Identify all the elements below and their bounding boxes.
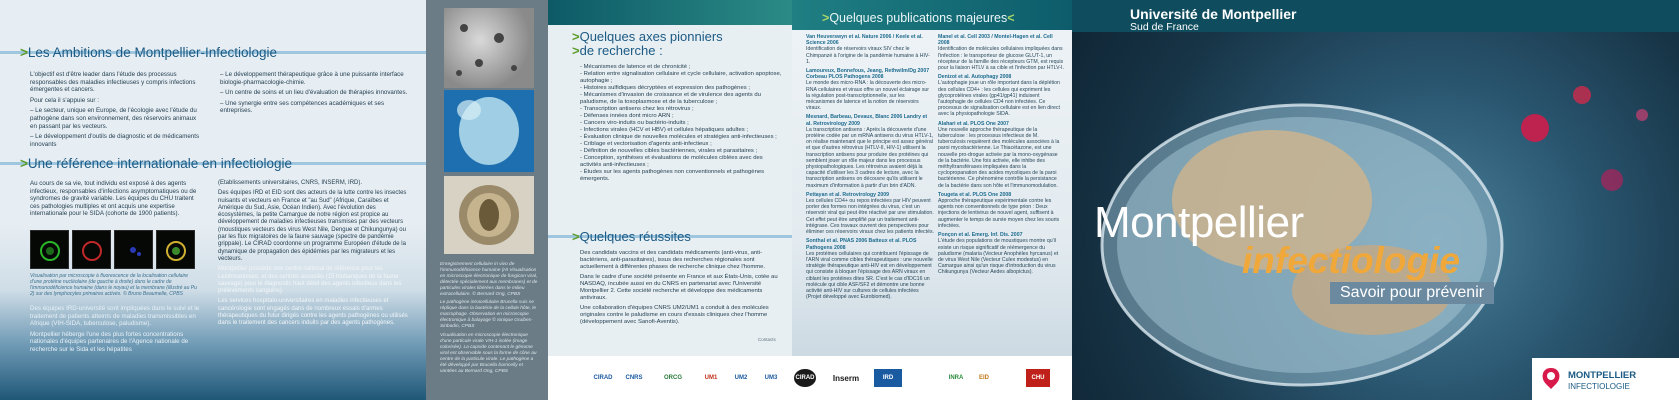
microscopy-image-1 bbox=[30, 230, 69, 269]
list-item: Mesnard, Barbeau, Devaux, Blanc 2006 Landry et al. Retrovirology 2009 La transcription antisens : Après la découverte d'une protéine codée par un mRNA antisens du virus HTLV-1, on réalise maintenant que le principe est assez général et que d'autres rétrovirus (HTLV-II, HIV-1) utilisent la transcription antisens pour produire des protéines qui semblent jouer un rôle majeur dans les processus physiopathologiques. Les rétrovirus avaient déjà la capacité d'utiliser les 3 cadres de lecture, avec la transcription antisens on découvre qu'ils utilisent le maximum d'information à partir d'un brin d'ADN. bbox=[806, 114, 934, 189]
list-item: - Défenses innées dont micro ARN ; bbox=[580, 113, 674, 119]
logo-cirad: CIRAD bbox=[593, 375, 613, 381]
list-item: Tougeta et al. PLOS One 2008 Approche thérapeutique expérimentale contre les agents non conventionnels de type prion : Deux injections de lentivirus de nouvel agent, suffisent à augmenter le temps de survie moyen chez les souris infectées. bbox=[938, 191, 1060, 229]
microscopy-image-2 bbox=[72, 230, 111, 269]
list-item: Ponçon et al. Emerg. Inf. Dis. 2007 L'étude des populations de moustiques montre qu'il existe un risque significatif de réémergence du paludisme (malaria (Vecteur Anophèles hyrcanus) et de virus West Nile (Vecteur Culex modestus) en Camargue ainsi qu'un risque d'introduction du virus Chikungunya (Vecteur Aedes albopictus). bbox=[938, 232, 1059, 276]
panel-ambitions bbox=[0, 0, 426, 400]
reference-heading: >Une référence internationale en infectiologie bbox=[20, 156, 293, 171]
microscopy-caption: Visualisation par microscopie à fluorescence de la localisation cellulaire d'une protéine nucléolaire (de gauche à droite) dans le cadre de l'immunodéficience humaine (dans le noyau) et la membrane (illustré au Pu 2) sur des lymphocytes primaires activés. © Bruno Beaumelle, CPBS bbox=[30, 273, 197, 297]
logo-inserm: Inserm bbox=[832, 373, 860, 383]
publications-heading: >Quelques publications majeures< bbox=[822, 11, 1015, 25]
list-item: - Évaluation clinique de nouvelles molécules et stratégies anti-infectieuses ; bbox=[580, 134, 777, 140]
list-item: - Criblage et vectorisation d'agents anti-infectieux ; bbox=[580, 141, 712, 147]
list-item: Denizot et al. Autophagy 2008 L'autophagie joue un rôle important dans la déplétion des cellules CD4+ : les cellules qui expriment les glycoprotéines virales (gp41/gp41) induisent l'autophagie de cellules CD4 non infectées. Ce processus de signalisation cellulaire est en lien direct avec la physiopathologie SIDA. bbox=[938, 74, 1060, 118]
list-item: - Cancers viro-induits ou bactério-induits ; bbox=[580, 120, 689, 126]
ambitions-right-text: – Le développement thérapeutique grâce à une puissante interface biologie-pharmacologie-chimie. – Un centre de soins et un lieu d'évaluation de thérapies innovantes. – Une synergie entre ses compétences académiques et ses entreprises. bbox=[220, 71, 408, 115]
panel-publications bbox=[792, 0, 1072, 400]
panel-background bbox=[548, 0, 792, 400]
top-band bbox=[548, 0, 792, 25]
list-item: - Études sur les agents pathogènes non conventionnels et pathogènes émergents. bbox=[580, 169, 765, 182]
cover-title-montpellier: Montpellier bbox=[1094, 198, 1304, 247]
list-item: - Conception, synthèses et évaluations de molécules ciblées avec des activités anti-infectieuses ; bbox=[580, 155, 763, 168]
photo-caption-3: Visualisation en microscopie électronique d'une particule virale VIH-1 isolée (image colorisée). La capside contenant le génome viral est observable sous la forme de cône au centre de la particule virale. Le pathogène a été développé par Brucella barricelly et vantées au Bernard Ong, CPBS bbox=[440, 333, 537, 374]
logo-um1: UM1 bbox=[704, 375, 718, 381]
ambitions-heading: >Les Ambitions de Montpellier-Infectiologie bbox=[20, 45, 278, 60]
photo-caption-1: Enregistrement cellulaire in vivo de l'immunodéficience humaine (HI Visualisation en microscopie électronique de fongicon viral, détectée spécialement aux membranes) et de particules virales libérées dans le milieu extracellulaire. © Bernard Ong, CPBS bbox=[440, 262, 538, 297]
logo-cirad-2: CIRAD bbox=[794, 369, 816, 387]
partner-logos-strip bbox=[548, 356, 1072, 400]
axes-list bbox=[580, 64, 785, 183]
university-name: Université de Montpellier bbox=[1130, 6, 1297, 22]
cover-title-infectiologie: infectiologie bbox=[1242, 240, 1460, 281]
logo-cnrs: CNRS bbox=[625, 375, 643, 381]
list-item: - Mécanismes de latence et de chronicité ; bbox=[580, 64, 691, 70]
microscopy-image-3 bbox=[114, 230, 153, 269]
list-item: Pettayan et al. Retrovirology 2009 Les cellules CD4+ ou repos infectées par HIV peuvent porter des formes non intégrées du virus, c'est un réservoir viral qui peut être réactivé par une stimulation. Cet effet peut être amplifié par un traitement anti-intégrase. Ces travaux ouvrent des perspectives pour éliminer ces réservoirs viraux chez les patients infectés. bbox=[806, 191, 935, 236]
publications-column-2 bbox=[938, 34, 1064, 276]
cover-slogan: Savoir pour prévenir bbox=[1330, 282, 1494, 304]
virus-electron-micrograph bbox=[444, 8, 534, 88]
logo-orcg: ORCG bbox=[664, 375, 682, 381]
reference-left-text-2: Des équipes IRD-université sont impliquées dans le suivi et le traitement de patients atteints de maladies transmissibles en Afrique (VIH-SIDA, tuberculose, paludisme). Montpellier héberge l'une des plus fortes concentrations nationales d'équipes partenaires de l'Agence nationale de recherche sur le Sida et les hépatites bbox=[30, 305, 200, 353]
logo-um3: UM3 bbox=[764, 375, 778, 381]
publications-column-1 bbox=[806, 34, 934, 300]
logo-inra: INRA bbox=[948, 375, 964, 381]
logo-chu: CHU bbox=[1026, 369, 1050, 387]
cover-logo-box bbox=[1532, 358, 1679, 400]
ambitions-left-text: L'objectif est d'être leader dans l'étude des processus responsables des maladies infectieuses y compris infections émergentes et cancers. Pour cela il s'appuie sur : – Le secteur, unique en Europe, de l'écologie avec l'étude du pathogène dans son environnement, des réservoirs animaux en passant par les vecteurs. – Le développement d'outils de diagnostic et de médicaments innovants bbox=[30, 71, 200, 148]
reference-left-text: Au cours de sa vie, tout individu est exposé à des agents infectieux, responsables d'infections asymptomatiques ou de syndromes de gravité variable. Les équipes du CHU traitent ces pathologies multiples et ont acquis une expertise internationale pour le SIDA (cohorte de 1900 patients). bbox=[30, 180, 197, 218]
axes-heading: >Quelques axes pionniers >de recherche : bbox=[572, 29, 723, 58]
microscopy-image-4 bbox=[156, 230, 195, 269]
list-item: - Définition de nouvelles cibles bactériennes, virales et parasitaires ; bbox=[580, 148, 758, 154]
list-item: Van Heuverswyn et al. Nature 2006 / Keele et al. Science 2006 Identification de réservoirs viraux SIV chez le Chimpanzé à l'origine de la pandémie humaine à HIV-1. bbox=[806, 34, 930, 65]
list-item: - Transcription antisens chez les rétrovirus ; bbox=[580, 106, 694, 112]
photo-caption-2: Le pathogène intracellulaire Brucella suis se réplique dans la bactérie de la cellule hôte, le macrophage. Observation en microscopie électronique à balayage © Ionique Gruibes-Sinbadin, CPBS bbox=[440, 300, 537, 329]
logo-text-montpellier: MONTPELLIER bbox=[1568, 370, 1637, 381]
list-item: Lamoureux, Bonnefous, Jeang, Rethwilm/Dg 2007 Corbeau PLOS Pathogens 2008 Le monde des micro-RNA : la découverte des micro-RNA cellulaires et viraux offre un nouvel éclairage sur la régulation post-transcriptionnelle, sur les mécanismes de latence et la notion de réservoirs viraux. bbox=[806, 68, 930, 112]
list-item: - Mécanismes d'invasion de croissance et de virulence des agents du paludisme, de la toxoplasmose et de la tuberculose ; bbox=[580, 92, 761, 105]
reussites-text: Des candidats vaccins et des candidats médicaments (anti-virus, anti-bactériens, anti-parasitaires), issus des recherches régionales sont actuellement à différentes phases de recherche clinique chez l'homme. Dans le cadre d'une société présente en France et aux États-Unis, cotée au NASDAQ, incubée aussi en du CNRS en partenariat avec l'Université Montpellier 2. Cette société recherche et développe des médicaments antiviraux. Une collaboration d'équipes CNRS UM2/UM1 a conduit à des molécules originales contre le paludisme en cours d'essais cliniques chez l'homme (développement avec Sanofi-Aventis). bbox=[580, 250, 778, 325]
list-item: Manel et al. Cell 2003 / Montel-Hagen et al. Cell 2008 Identification de molécules cellulaires impliquées dans l'infection : le transporteur de glucose GLUT-1, un récepteur de la famille des récepteurs GTM, est requis pour la liaison HTLV à sa cible et l'infection par HTLV-I. bbox=[938, 34, 1064, 72]
reference-right-text: (Etablissements universitaires, CNRS, INSERM, IRD). Des équipes IRD et EID sont des acteurs de la lutte contre les insectes nuisants et vecteurs en France et "au Sud" (Afrique, Caraïbes et Amérique du Sud, Asie, Océan Indien). Avec l'évolution des écosystèmes, la petite Camargue de notre région est propice au développement de maladies infectieuses transmises par des vecteurs (moustiques vecteurs des virus West Nile, Dengue et Chikungunya) ou par les flux migratoires de la faune sauvage (spectre de pandémie grippale). Le CIRAD coordonne un programme Européen d'étude de la dynamique de propagation des épidémies par les migrateurs et les vecteurs. Montpellier possède une centre national de référence pour les Leishmanioses, et des centres associés (15 biobanques de la faune sauvage) pour le diagnostic haut débit des agents infectieux dans les prélèvements sanguins). Les services hospitalo-universitaires en maladies infectieuses et cancérologie sont engagés dans de nombreux essais d'armes thérapeutiques du futur dirigés contre les agents pathogènes ou utilisés dans le traitement des cancers induits par des agents pathogènes. bbox=[218, 180, 408, 327]
hiv-particle-micrograph bbox=[444, 176, 534, 254]
logo-text-infectiologie: INFECTIOLOGIE bbox=[1568, 382, 1630, 391]
cover-panel bbox=[1072, 0, 1679, 400]
university-subtitle: Sud de France bbox=[1130, 21, 1199, 33]
logo-um2: UM2 bbox=[734, 375, 748, 381]
reussites-heading: >Quelques réussites bbox=[572, 229, 691, 244]
panel-photos bbox=[426, 0, 548, 400]
list-item: Sonthal et al. PNAS 2006 Batteux et al. PLOS Pathogens 2008 Les protéines cellulaires qui contribuent l'épissage de l'ARN viral comme cibles thérapeutiques : une nouvelle stratégie thérapeutique anti-HIV est en développement qui consiste à bloquer l'épissage des ARN viraux en ciblant les protéines dites SR. C'est le cas d'IDC16 un molécule qui cible ASF/SF2 et démontre une bonne activité anti-HIV sur cultures de cellules infectées (Projet développé avec Eurobiomed). bbox=[806, 238, 933, 301]
montpellier-infectiologie-logo-icon bbox=[1538, 364, 1564, 392]
list-item: - Relation entre signalisation cellulaire et cycle cellulaire, activation apoptose, autophagie ; bbox=[580, 71, 782, 84]
bacteria-micrograph bbox=[444, 90, 534, 172]
logo-ird: IRD bbox=[874, 369, 902, 387]
list-item: - Histoires sulfidiques décryptées et expression des pathogènes ; bbox=[580, 85, 750, 91]
logo-eid: EID bbox=[978, 375, 989, 381]
contacts-label: Contacts bbox=[758, 337, 776, 342]
panel-axes-reussites bbox=[548, 0, 792, 400]
list-item: Alahari et al. PLOS One 2007 Une nouvelle approche thérapeutique de la tuberculose : les processus infectieux de M. tuberculosis requièrent des molécules associées à la paroi mycobactérienne. Le Thiacétazone, est une nouvelle pro-drogue activée par la mono-oxygénase de la bactérie. Une fois activée, elle inhibe des méthyltransférases impliquées dans la cyclopropanation des acides mycoliques de la paroi bactérienne. Ce phénomène contrôle la persistance de la bactérie dans son hôte et l'immunomodulation. bbox=[938, 120, 1060, 189]
list-item: - Infections virales (HCV et HBV) et cellules hépatiques adultes ; bbox=[580, 127, 748, 133]
